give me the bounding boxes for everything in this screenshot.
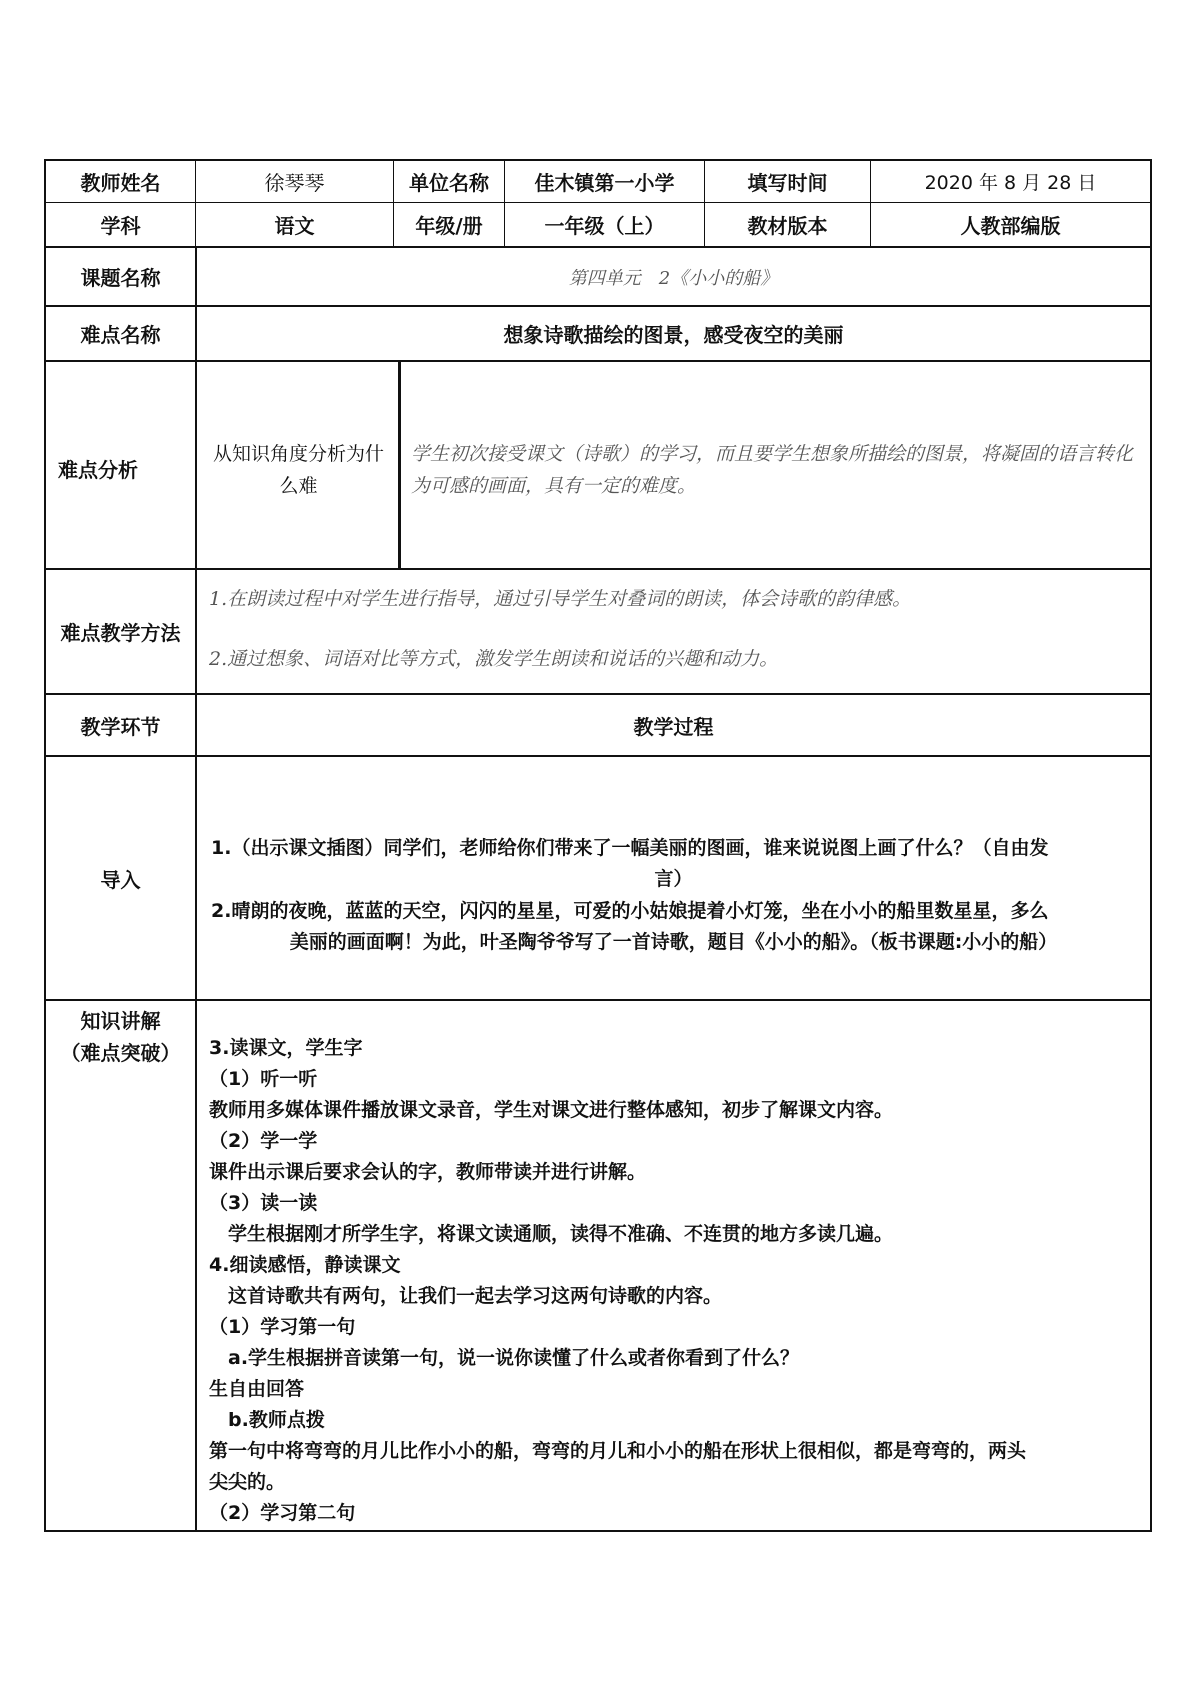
difficulty-row — [44, 305, 1152, 360]
method-item-1: 1.在朗读过程中对学生进行指导，通过引导学生对叠词的朗读，体会诗歌的韵律感。 — [209, 588, 912, 610]
intro-p1-line1: 1.（出示课文插图）同学们，老师给你们带来了一幅美丽的图画，谁来说说图上画了什么？（自由发 — [211, 837, 1049, 859]
fill-date-label: 填写时间 — [704, 161, 870, 202]
topic-label: 课题名称 — [80, 266, 161, 290]
header-row-2 — [44, 202, 1152, 246]
intro-p2-line2: 美丽的画面啊！为此，叶圣陶爷爷写了一首诗歌，题目《小小的船》。（板书课题:小小的船） — [289, 931, 1058, 953]
edition-value: 人教部编版 — [870, 203, 1150, 246]
knowledge-line: （1）学习第一句 — [209, 1316, 356, 1338]
knowledge-row — [44, 999, 1152, 1532]
knowledge-content — [195, 1001, 1150, 1530]
method-item-2: 2.通过想象、词语对比等方式，激发学生朗读和说话的兴趣和动力。 — [209, 648, 779, 670]
knowledge-line: （2）学一学 — [209, 1130, 318, 1152]
header-row-1 — [44, 159, 1152, 202]
analysis-label: 难点分析 — [58, 458, 138, 482]
knowledge-line: 这首诗歌共有两句，让我们一起去学习这两句诗歌的内容。 — [209, 1285, 723, 1307]
knowledge-line: 尖尖的。 — [209, 1471, 286, 1493]
unit-name-value: 佳木镇第一小学 — [504, 161, 704, 202]
knowledge-label — [46, 1001, 195, 1530]
teacher-name-label: 教师姓名 — [80, 171, 161, 195]
intro-label: 导入 — [100, 867, 141, 892]
knowledge-line: 生自由回答 — [209, 1378, 305, 1400]
knowledge-line: 第一句中将弯弯的月儿比作小小的船，弯弯的月儿和小小的船在形状上很相似，都是弯弯的，两头 — [209, 1440, 1027, 1462]
subject-label: 学科 — [100, 214, 141, 238]
intro-p2-line1: 2.晴朗的夜晚，蓝蓝的天空，闪闪的星星，可爱的小姑娘提着小灯笼，坐在小小的船里数星星，多么 — [211, 900, 1049, 922]
process-stage-label: 教学环节 — [80, 714, 161, 739]
unit-name-label: 单位名称 — [393, 161, 504, 202]
method-content — [195, 570, 1150, 693]
knowledge-line: a.学生根据拼音读第一句，说一说你读懂了什么或者你看到了什么？ — [209, 1347, 800, 1369]
process-title: 教学过程 — [195, 695, 1150, 755]
method-label: 难点教学方法 — [60, 621, 181, 645]
topic-value: 第四单元 2《小小的船》 — [195, 248, 1150, 305]
intro-p1-line2: 言） — [654, 868, 693, 890]
knowledge-line: （3）读一读 — [209, 1192, 318, 1214]
intro-row — [44, 755, 1152, 999]
analysis-row — [44, 360, 1152, 568]
analysis-sub-label: 从知识角度分析为什么难 — [195, 362, 398, 568]
analysis-text: 学生初次接受课文（诗歌）的学习，而且要学生想象所描绘的图景，将凝固的语言转化为可感的画面，具有一定的难度。 — [398, 362, 1150, 568]
process-header-row — [44, 693, 1152, 755]
knowledge-line: b.教师点拨 — [209, 1409, 325, 1431]
teacher-name-value: 徐琴琴 — [195, 161, 393, 202]
knowledge-line: 教师用多媒体课件播放课文录音，学生对课文进行整体感知，初步了解课文内容。 — [209, 1099, 894, 1121]
grade-value: 一年级（上） — [504, 203, 704, 246]
difficulty-label: 难点名称 — [80, 323, 161, 347]
knowledge-line: （2）学习第二句 — [209, 1502, 356, 1524]
knowledge-label-line1: 知识讲解 — [80, 1009, 161, 1033]
knowledge-line: 学生根据刚才所学生字，将课文读通顺，读得不准确、不连贯的地方多读几遍。 — [209, 1223, 894, 1245]
subject-value: 语文 — [195, 203, 393, 246]
knowledge-line: 课件出示课后要求会认的字，教师带读并进行讲解。 — [209, 1161, 647, 1183]
knowledge-label-line2: （难点突破） — [60, 1041, 181, 1065]
intro-content — [195, 757, 1150, 999]
knowledge-line: 3.读课文，学生字 — [209, 1037, 363, 1059]
method-row — [44, 568, 1152, 693]
difficulty-value: 想象诗歌描绘的图景，感受夜空的美丽 — [195, 307, 1150, 360]
knowledge-line: 4.细读感悟，静读课文 — [209, 1254, 401, 1276]
fill-date-value: 2020 年 8 月 28 日 — [870, 161, 1150, 202]
grade-label: 年级/册 — [393, 203, 504, 246]
edition-label: 教材版本 — [704, 203, 870, 246]
topic-row — [44, 246, 1152, 305]
knowledge-line: （1）听一听 — [209, 1068, 318, 1090]
